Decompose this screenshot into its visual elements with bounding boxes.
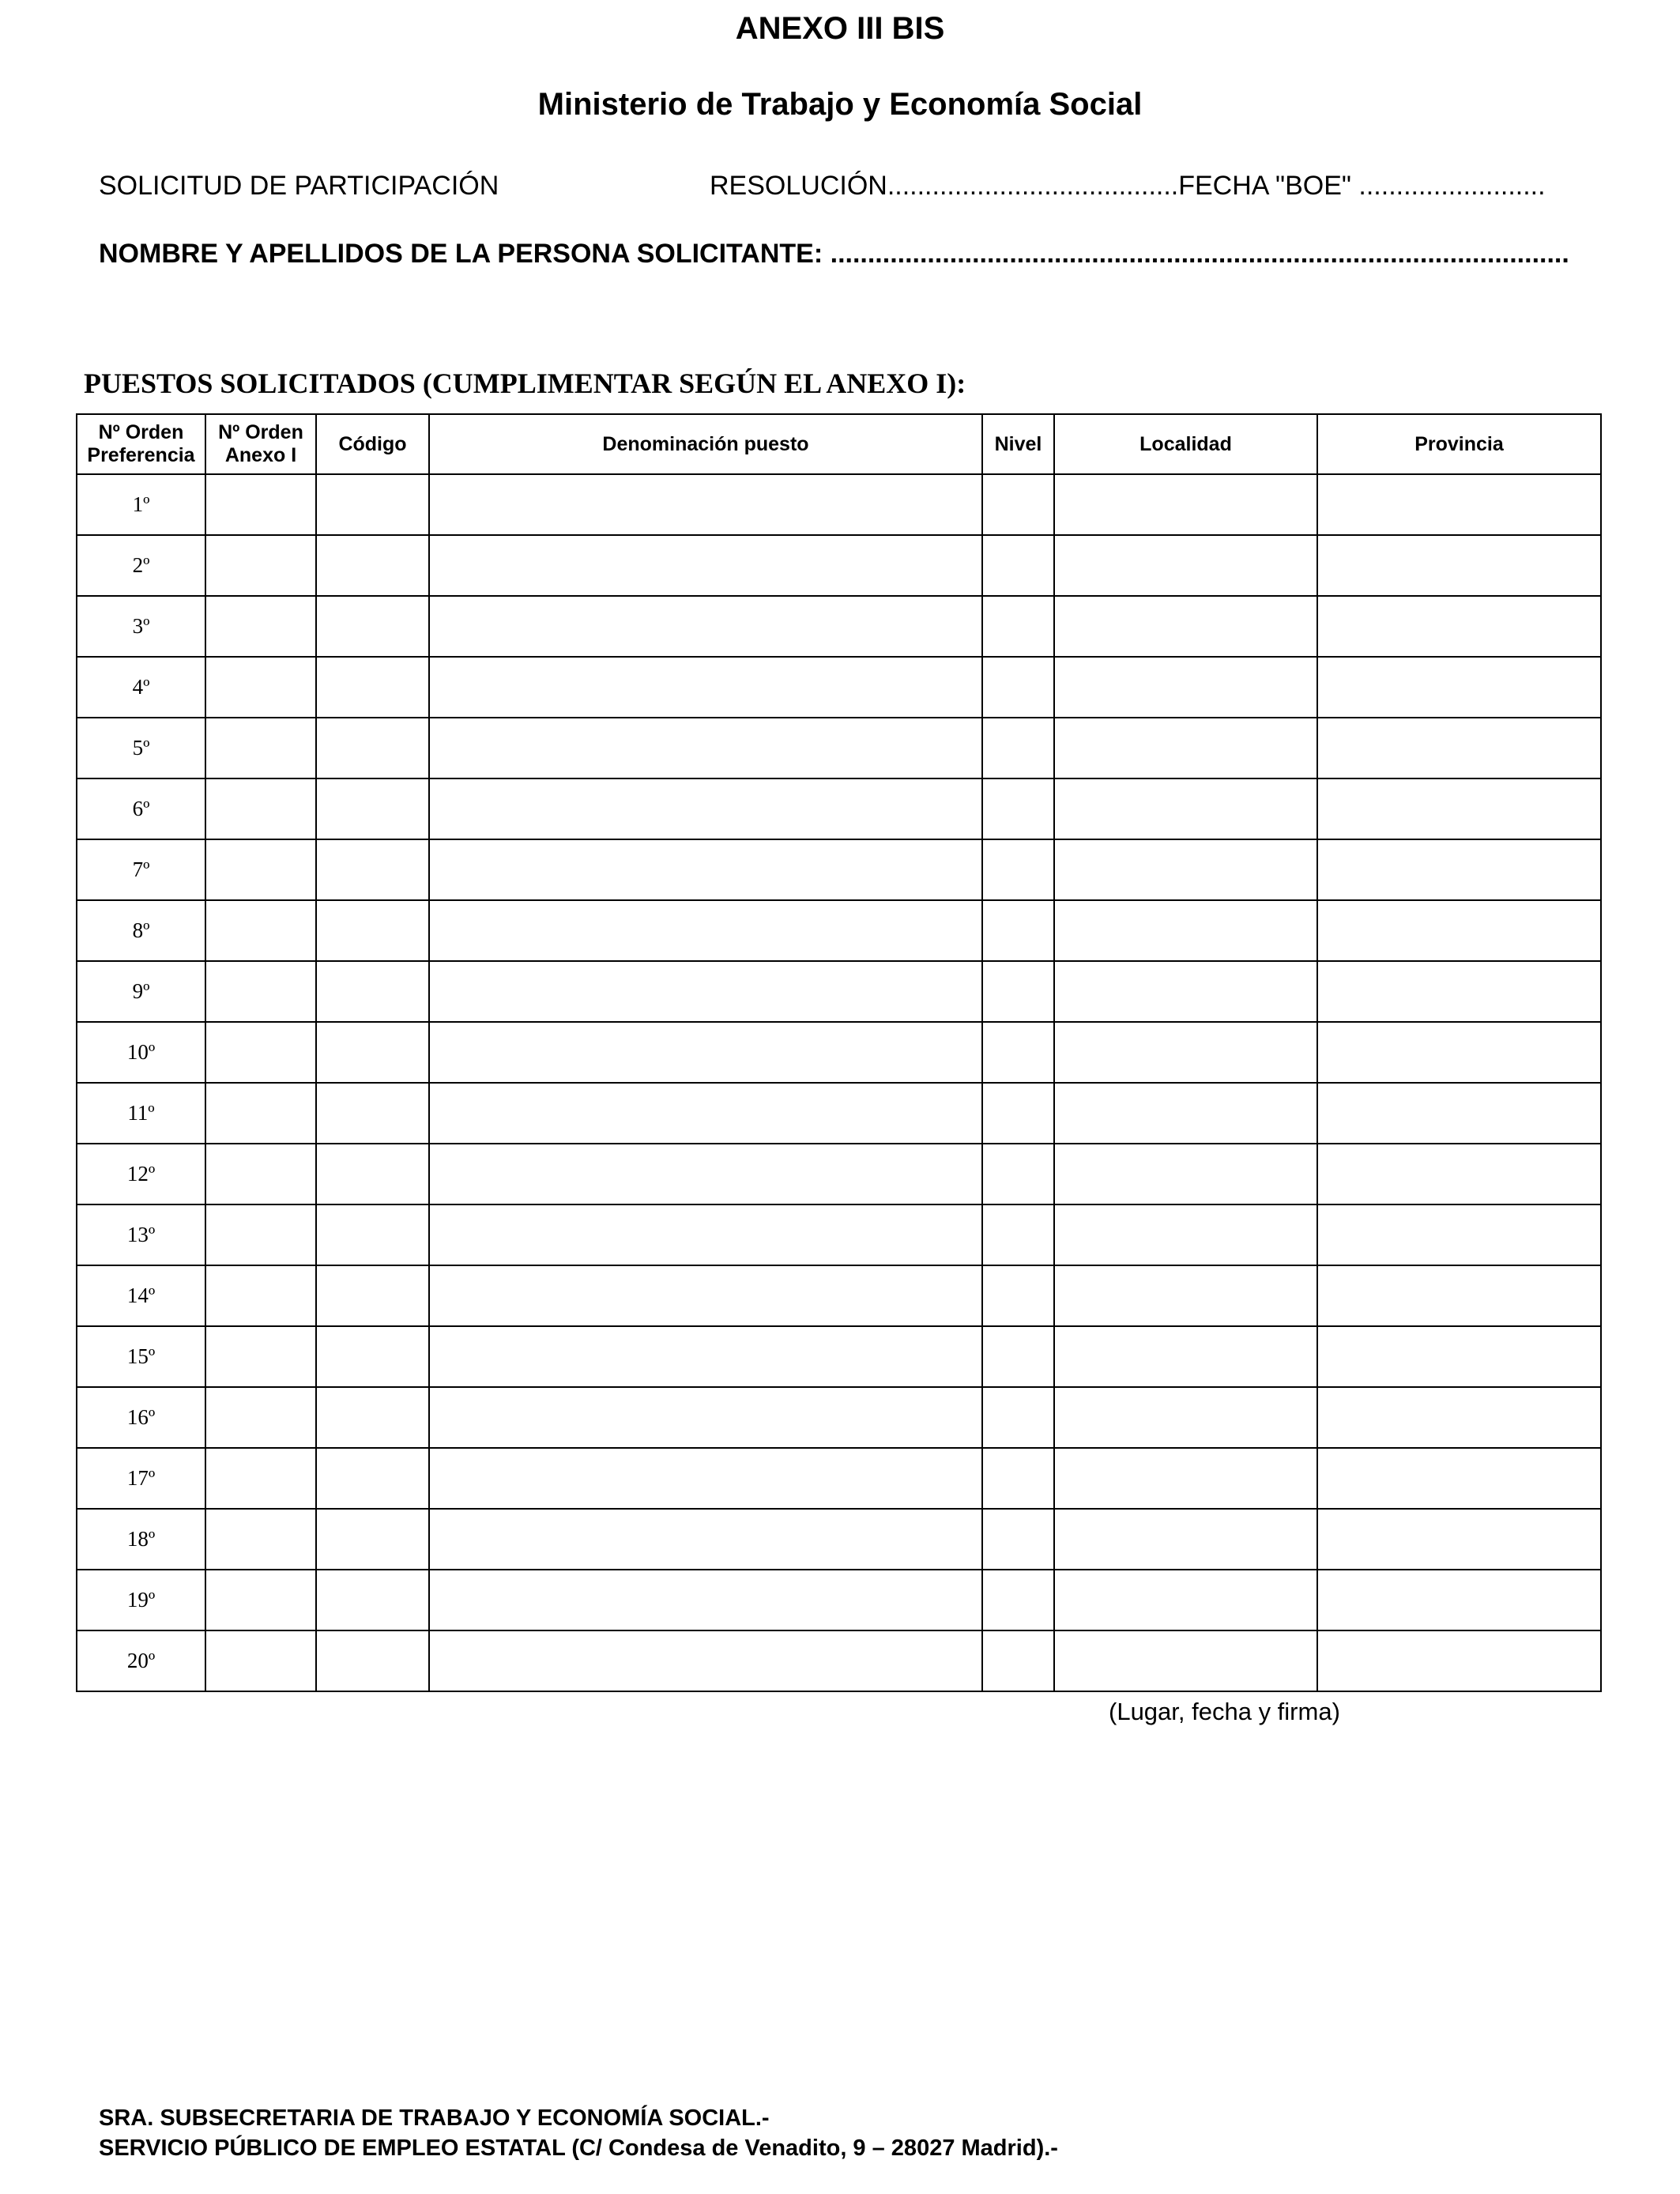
provincia-cell[interactable] — [1317, 1204, 1601, 1265]
header-orden-preferencia — [77, 414, 205, 474]
nivel-cell[interactable] — [982, 596, 1054, 657]
denominacion-cell[interactable] — [429, 900, 982, 961]
codigo-cell[interactable] — [316, 535, 429, 596]
table-row — [77, 535, 1601, 596]
table-row — [77, 961, 1601, 1022]
codigo-cell[interactable] — [316, 1204, 429, 1265]
orden-preferencia-cell: 18º — [77, 1509, 205, 1570]
codigo-cell[interactable] — [316, 1144, 429, 1204]
provincia-cell[interactable] — [1317, 657, 1601, 718]
orden-anexo-cell[interactable] — [205, 778, 316, 839]
nivel-cell[interactable] — [982, 535, 1054, 596]
orden-preferencia-cell: 20º — [77, 1630, 205, 1691]
table-row — [77, 1265, 1601, 1326]
orden-anexo-cell[interactable] — [205, 1448, 316, 1509]
localidad-cell[interactable] — [1054, 474, 1317, 535]
table-row — [77, 1448, 1601, 1509]
nivel-cell[interactable] — [982, 1265, 1054, 1326]
header-localidad: Localidad — [1054, 414, 1317, 474]
orden-anexo-cell[interactable] — [205, 961, 316, 1022]
orden-preferencia-cell: 7º — [77, 839, 205, 900]
denominacion-cell[interactable] — [429, 474, 982, 535]
localidad-cell[interactable] — [1054, 961, 1317, 1022]
provincia-cell[interactable] — [1317, 839, 1601, 900]
orden-anexo-cell[interactable] — [205, 1022, 316, 1083]
table-row — [77, 900, 1601, 961]
orden-preferencia-cell: 8º — [77, 900, 205, 961]
localidad-cell[interactable] — [1054, 1144, 1317, 1204]
denominacion-cell[interactable] — [429, 1144, 982, 1204]
table-row — [77, 1326, 1601, 1387]
denominacion-cell[interactable] — [429, 1448, 982, 1509]
table-row — [77, 657, 1601, 718]
orden-anexo-cell[interactable] — [205, 535, 316, 596]
codigo-cell[interactable] — [316, 839, 429, 900]
orden-anexo-cell[interactable] — [205, 596, 316, 657]
nivel-cell[interactable] — [982, 1022, 1054, 1083]
table-row — [77, 778, 1601, 839]
codigo-cell[interactable] — [316, 1448, 429, 1509]
orden-preferencia-cell: 6º — [77, 778, 205, 839]
denominacion-cell[interactable] — [429, 1570, 982, 1630]
table-row — [77, 1144, 1601, 1204]
codigo-cell[interactable] — [316, 961, 429, 1022]
nivel-cell[interactable] — [982, 1387, 1054, 1448]
provincia-cell[interactable] — [1317, 1022, 1601, 1083]
denominacion-cell[interactable] — [429, 1022, 982, 1083]
orden-anexo-cell[interactable] — [205, 1509, 316, 1570]
nivel-cell[interactable] — [982, 839, 1054, 900]
table-row — [77, 839, 1601, 900]
denominacion-cell[interactable] — [429, 961, 982, 1022]
table-header-row — [77, 414, 1601, 474]
orden-preferencia-cell: 9º — [77, 961, 205, 1022]
localidad-cell[interactable] — [1054, 1083, 1317, 1144]
orden-preferencia-cell: 4º — [77, 657, 205, 718]
denominacion-cell[interactable] — [429, 1387, 982, 1448]
localidad-cell[interactable] — [1054, 657, 1317, 718]
codigo-cell[interactable] — [316, 1570, 429, 1630]
header-provincia: Provincia — [1317, 414, 1601, 474]
orden-preferencia-cell: 12º — [77, 1144, 205, 1204]
nivel-cell[interactable] — [982, 474, 1054, 535]
provincia-cell[interactable] — [1317, 1326, 1601, 1387]
nivel-cell[interactable] — [982, 1570, 1054, 1630]
orden-anexo-cell[interactable] — [205, 474, 316, 535]
orden-preferencia-cell: 3º — [77, 596, 205, 657]
table-row — [77, 474, 1601, 535]
orden-preferencia-cell: 11º — [77, 1083, 205, 1144]
orden-anexo-cell[interactable] — [205, 839, 316, 900]
table-row — [77, 1022, 1601, 1083]
orden-anexo-cell[interactable] — [205, 1326, 316, 1387]
nivel-cell[interactable] — [982, 1630, 1054, 1691]
header-codigo: Código — [316, 414, 429, 474]
header-orden-preferencia-line1: Nº Orden — [98, 421, 184, 443]
table-row — [77, 718, 1601, 778]
provincia-cell[interactable] — [1317, 778, 1601, 839]
orden-anexo-cell[interactable] — [205, 1204, 316, 1265]
denominacion-cell[interactable] — [429, 1265, 982, 1326]
codigo-cell[interactable] — [316, 1509, 429, 1570]
provincia-cell[interactable] — [1317, 1265, 1601, 1326]
denominacion-cell[interactable] — [429, 1630, 982, 1691]
orden-preferencia-cell: 15º — [77, 1326, 205, 1387]
puestos-table-body — [77, 474, 1601, 1691]
codigo-cell[interactable] — [316, 778, 429, 839]
nivel-cell[interactable] — [982, 657, 1054, 718]
orden-preferencia-cell: 10º — [77, 1022, 205, 1083]
orden-anexo-cell[interactable] — [205, 1144, 316, 1204]
orden-anexo-cell[interactable] — [205, 1387, 316, 1448]
localidad-cell[interactable] — [1054, 1265, 1317, 1326]
localidad-cell[interactable] — [1054, 1509, 1317, 1570]
header-orden-anexo-line1: Nº Orden — [218, 421, 303, 443]
localidad-cell[interactable] — [1054, 1204, 1317, 1265]
table-row — [77, 1570, 1601, 1630]
header-orden-preferencia-line2: Preferencia — [87, 444, 195, 466]
provincia-cell[interactable] — [1317, 596, 1601, 657]
applicant-name-line: NOMBRE Y APELLIDOS DE LA PERSONA SOLICITANTE: ................................................................................................... — [99, 239, 1569, 269]
table-row — [77, 1083, 1601, 1144]
codigo-cell[interactable] — [316, 1265, 429, 1326]
nivel-cell[interactable] — [982, 1448, 1054, 1509]
orden-preferencia-cell: 5º — [77, 718, 205, 778]
localidad-cell[interactable] — [1054, 1326, 1317, 1387]
table-row — [77, 596, 1601, 657]
codigo-cell[interactable] — [316, 474, 429, 535]
provincia-cell[interactable] — [1317, 961, 1601, 1022]
provincia-cell[interactable] — [1317, 718, 1601, 778]
puestos-heading: PUESTOS SOLICITADOS (CUMPLIMENTAR SEGÚN EL ANEXO I): — [84, 368, 966, 399]
nivel-cell[interactable] — [982, 1509, 1054, 1570]
footer-address: SERVICIO PÚBLICO DE EMPLEO ESTATAL (C/ Condesa de Venadito, 9 – 28027 Madrid).- — [99, 2136, 1058, 2161]
codigo-cell[interactable] — [316, 900, 429, 961]
localidad-cell[interactable] — [1054, 535, 1317, 596]
header-denominacion: Denominación puesto — [429, 414, 982, 474]
orden-preferencia-cell: 13º — [77, 1204, 205, 1265]
table-row — [77, 1509, 1601, 1570]
codigo-cell[interactable] — [316, 657, 429, 718]
table-row — [77, 1630, 1601, 1691]
orden-preferencia-cell: 14º — [77, 1265, 205, 1326]
provincia-cell[interactable] — [1317, 1630, 1601, 1691]
denominacion-cell[interactable] — [429, 1083, 982, 1144]
orden-anexo-cell[interactable] — [205, 1083, 316, 1144]
denominacion-cell[interactable] — [429, 1204, 982, 1265]
localidad-cell[interactable] — [1054, 1387, 1317, 1448]
orden-anexo-cell[interactable] — [205, 1570, 316, 1630]
orden-preferencia-cell: 16º — [77, 1387, 205, 1448]
table-row — [77, 1204, 1601, 1265]
table-row — [77, 1387, 1601, 1448]
denominacion-cell[interactable] — [429, 1509, 982, 1570]
provincia-cell[interactable] — [1317, 1448, 1601, 1509]
localidad-cell[interactable] — [1054, 778, 1317, 839]
denominacion-cell[interactable] — [429, 718, 982, 778]
signature-label: (Lugar, fecha y firma) — [1109, 1698, 1340, 1725]
provincia-cell[interactable] — [1317, 1509, 1601, 1570]
denominacion-cell[interactable] — [429, 596, 982, 657]
localidad-cell[interactable] — [1054, 900, 1317, 961]
codigo-cell[interactable] — [316, 596, 429, 657]
localidad-cell[interactable] — [1054, 1630, 1317, 1691]
localidad-cell[interactable] — [1054, 718, 1317, 778]
orden-anexo-cell[interactable] — [205, 718, 316, 778]
denominacion-cell[interactable] — [429, 778, 982, 839]
orden-preferencia-cell: 1º — [77, 474, 205, 535]
annex-title: ANEXO III BIS — [735, 11, 945, 46]
localidad-cell[interactable] — [1054, 1022, 1317, 1083]
denominacion-cell[interactable] — [429, 657, 982, 718]
codigo-cell[interactable] — [316, 1387, 429, 1448]
codigo-cell[interactable] — [316, 1083, 429, 1144]
denominacion-cell[interactable] — [429, 535, 982, 596]
codigo-cell[interactable] — [316, 718, 429, 778]
provincia-cell[interactable] — [1317, 1387, 1601, 1448]
header-orden-anexo — [205, 414, 316, 474]
nivel-cell[interactable] — [982, 718, 1054, 778]
provincia-cell[interactable] — [1317, 474, 1601, 535]
puestos-table — [76, 413, 1602, 1692]
orden-preferencia-cell: 2º — [77, 535, 205, 596]
localidad-cell[interactable] — [1054, 839, 1317, 900]
nivel-cell[interactable] — [982, 1204, 1054, 1265]
nivel-cell[interactable] — [982, 1326, 1054, 1387]
orden-preferencia-cell: 19º — [77, 1570, 205, 1630]
provincia-cell[interactable] — [1317, 900, 1601, 961]
footer-addressee: SRA. SUBSECRETARIA DE TRABAJO Y ECONOMÍA SOCIAL.- — [99, 2105, 770, 2131]
nivel-cell[interactable] — [982, 778, 1054, 839]
header-nivel: Nivel — [982, 414, 1054, 474]
codigo-cell[interactable] — [316, 1630, 429, 1691]
nivel-cell[interactable] — [982, 1144, 1054, 1204]
solicitud-label: SOLICITUD DE PARTICIPACIÓN — [99, 171, 499, 201]
provincia-cell[interactable] — [1317, 535, 1601, 596]
orden-anexo-cell[interactable] — [205, 1265, 316, 1326]
provincia-cell[interactable] — [1317, 1144, 1601, 1204]
orden-preferencia-cell: 17º — [77, 1448, 205, 1509]
orden-anexo-cell[interactable] — [205, 900, 316, 961]
localidad-cell[interactable] — [1054, 596, 1317, 657]
codigo-cell[interactable] — [316, 1022, 429, 1083]
provincia-cell[interactable] — [1317, 1570, 1601, 1630]
ministry-title: Ministerio de Trabajo y Economía Social — [537, 87, 1143, 122]
resolucion-fecha-boe-line: RESOLUCIÓN.......................................FECHA "BOE" ......................... — [710, 171, 1546, 201]
header-orden-anexo-line2: Anexo I — [224, 444, 297, 466]
nivel-cell[interactable] — [982, 900, 1054, 961]
localidad-cell[interactable] — [1054, 1448, 1317, 1509]
orden-anexo-cell[interactable] — [205, 1630, 316, 1691]
nivel-cell[interactable] — [982, 1083, 1054, 1144]
denominacion-cell[interactable] — [429, 839, 982, 900]
denominacion-cell[interactable] — [429, 1326, 982, 1387]
nivel-cell[interactable] — [982, 961, 1054, 1022]
localidad-cell[interactable] — [1054, 1570, 1317, 1630]
provincia-cell[interactable] — [1317, 1083, 1601, 1144]
orden-anexo-cell[interactable] — [205, 657, 316, 718]
codigo-cell[interactable] — [316, 1326, 429, 1387]
